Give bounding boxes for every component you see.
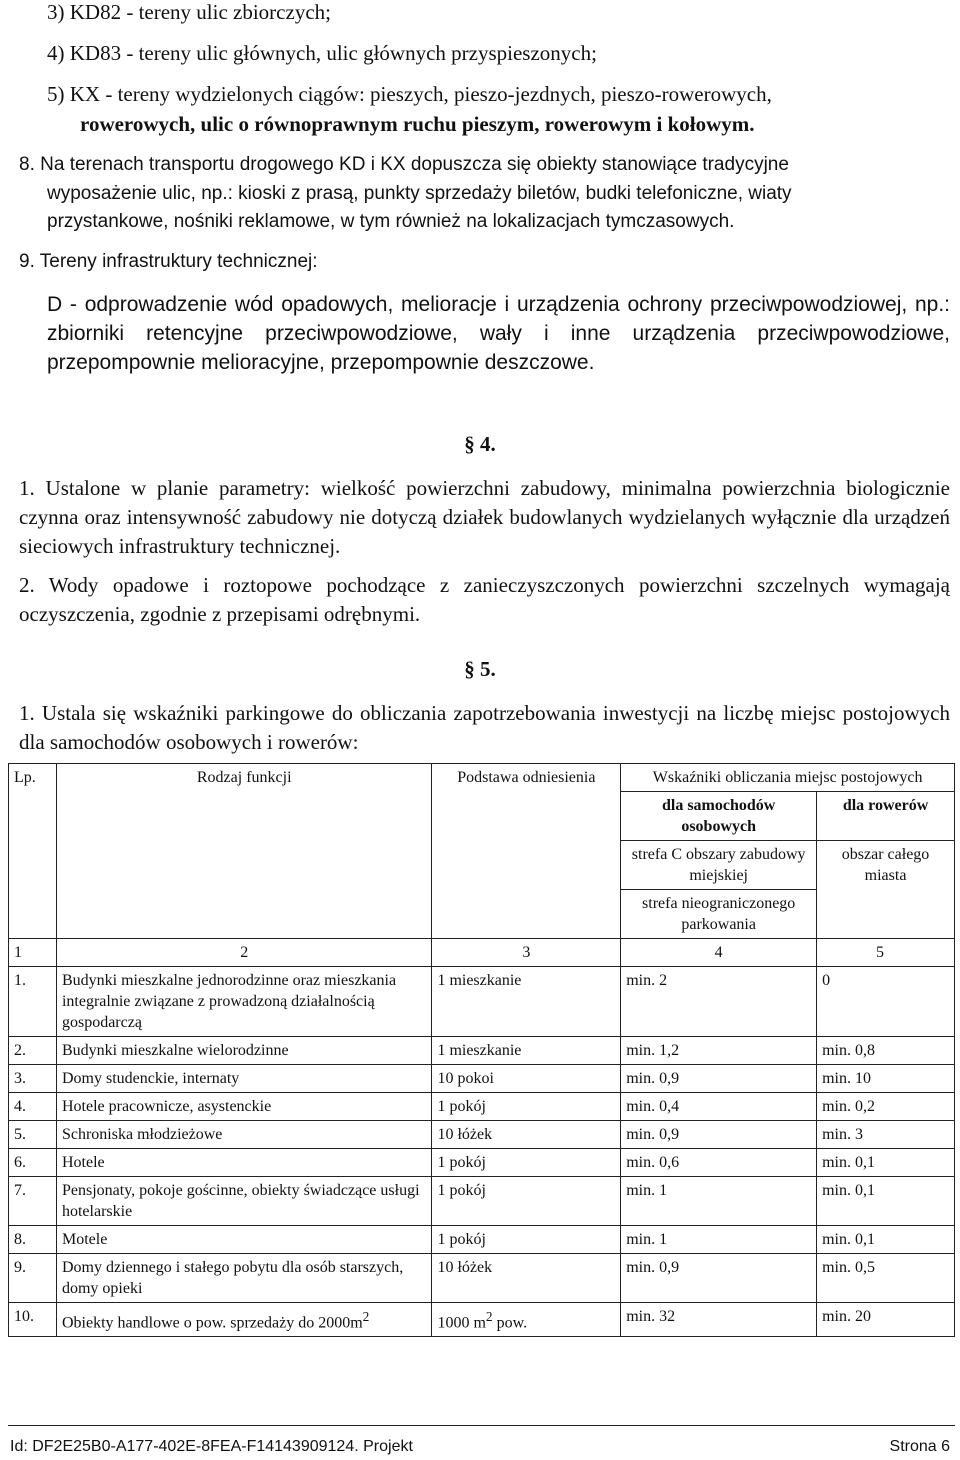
colnum-5: 5 bbox=[817, 939, 955, 967]
row-rodzaj: Schroniska młodzieżowe bbox=[56, 1121, 431, 1149]
row-podstawa: 10 łóżek bbox=[432, 1121, 621, 1149]
table-row bbox=[9, 1037, 955, 1065]
row-podstawa: 1 pokój bbox=[432, 1149, 621, 1177]
header-samochody: dla samochodów osobowych bbox=[621, 792, 817, 841]
row-samochody: min. 1,2 bbox=[621, 1037, 817, 1065]
par5-point1: 1. Ustala się wskaźniki parkingowe do obliczania zapotrzebowania inwestycji na liczbę miejsc postojowych dla samochodów osobowych i rowerów: bbox=[19, 701, 950, 754]
table-row bbox=[9, 1065, 955, 1093]
row-rodzaj: Domy studenckie, internaty bbox=[56, 1065, 431, 1093]
colnum-2: 2 bbox=[56, 939, 431, 967]
section9-text: D - odprowadzenie wód opadowych, melioracje i urządzenia ochrony przeciwpowodziowej, np.: zbiorniki retencyjne przeciwpowodziowe, wały i inne urządzenia przeciwpowodziowe, przepompownie melioracyjne, przepompownie deszczowe. bbox=[47, 293, 950, 374]
row-samochody: min. 0,4 bbox=[621, 1093, 817, 1121]
row-podstawa bbox=[432, 1303, 621, 1337]
row-rowery: min. 20 bbox=[817, 1303, 955, 1337]
row-rowery: min. 3 bbox=[817, 1121, 955, 1149]
row-podstawa: 10 pokoi bbox=[432, 1065, 621, 1093]
row-rowery: min. 0,5 bbox=[817, 1254, 955, 1303]
row-podstawa: 1 pokój bbox=[432, 1093, 621, 1121]
row-podstawa: 1 mieszkanie bbox=[432, 967, 621, 1037]
colnum-1: 1 bbox=[9, 939, 57, 967]
row-podstawa: 1 pokój bbox=[432, 1226, 621, 1254]
par5-heading: § 5. bbox=[464, 657, 496, 681]
footer-document-id: Id: DF2E25B0-A177-402E-8FEA-F14143909124. Projekt bbox=[10, 1438, 413, 1455]
row-rodzaj-sup: 2 bbox=[362, 1309, 370, 1324]
table-header-row bbox=[9, 764, 955, 792]
row-rowery: min. 0,1 bbox=[817, 1226, 955, 1254]
item-kx-line1: 5) KX - tereny wydzielonych ciągów: pieszych, pieszo-jezdnych, pieszo-rowerowych, bbox=[47, 82, 772, 106]
row-samochody: min. 1 bbox=[621, 1177, 817, 1226]
footer-divider bbox=[8, 1425, 955, 1426]
row-rowery: min. 10 bbox=[817, 1065, 955, 1093]
row-podstawa: 10 łóżek bbox=[432, 1254, 621, 1303]
table-row bbox=[9, 1254, 955, 1303]
row-lp: 6. bbox=[9, 1149, 57, 1177]
item-kx-line2: rowerowych, ulic o równoprawnym ruchu pieszym, rowerowym i kołowym. bbox=[80, 112, 755, 136]
header-wskazniki: Wskaźniki obliczania miejsc postojowych bbox=[621, 764, 955, 792]
row-samochody: min. 0,6 bbox=[621, 1149, 817, 1177]
row-samochody: min. 32 bbox=[621, 1303, 817, 1337]
row-rodzaj bbox=[56, 1303, 431, 1337]
header-strefa-c: strefa C obszary zabudowy miejskiej bbox=[621, 841, 817, 890]
row-podstawa-pre: 1000 m bbox=[437, 1314, 486, 1332]
row-lp: 2. bbox=[9, 1037, 57, 1065]
header-podstawa: Podstawa odniesienia bbox=[432, 764, 621, 939]
row-rowery: min. 0,1 bbox=[817, 1149, 955, 1177]
row-samochody: min. 2 bbox=[621, 967, 817, 1037]
row-rowery: 0 bbox=[817, 967, 955, 1037]
row-rowery: min. 0,1 bbox=[817, 1177, 955, 1226]
row-lp: 5. bbox=[9, 1121, 57, 1149]
par4-point1: 1. Ustalone w planie parametry: wielkość powierzchni zabudowy, minimalna powierzchnia biologicznie czynna oraz intensywność zabudowy nie dotyczą działek budowlanych wydzielanych wyłącznie dla urządzeń sieciowych infrastruktury technicznej. bbox=[19, 476, 950, 558]
row-rodzaj: Motele bbox=[56, 1226, 431, 1254]
row-lp: 10. bbox=[9, 1303, 57, 1337]
table-row bbox=[9, 1121, 955, 1149]
parking-indicators-table bbox=[8, 763, 955, 1337]
table-row bbox=[9, 1093, 955, 1121]
row-rodzaj: Hotele pracownicze, asystenckie bbox=[56, 1093, 431, 1121]
row-rowery: min. 0,2 bbox=[817, 1093, 955, 1121]
header-lp: Lp. bbox=[9, 764, 57, 939]
row-rodzaj: Budynki mieszkalne jednorodzinne oraz mieszkania integralnie związane z prowadzoną działalnością gospodarczą bbox=[56, 967, 431, 1037]
row-rowery: min. 0,8 bbox=[817, 1037, 955, 1065]
colnum-4: 4 bbox=[621, 939, 817, 967]
table-row bbox=[9, 1177, 955, 1226]
section8-line3: przystankowe, nośniki reklamowe, w tym również na lokalizacjach tymczasowych. bbox=[47, 211, 735, 232]
header-strefa-nieograniczona: strefa nieograniczonego parkowania bbox=[621, 890, 817, 939]
section9-heading: 9. Tereny infrastruktury technicznej: bbox=[19, 251, 318, 272]
table-colnum-row bbox=[9, 939, 955, 967]
header-rowery: dla rowerów bbox=[817, 792, 955, 841]
footer-page-number: Strona 6 bbox=[889, 1438, 950, 1455]
table-row bbox=[9, 1303, 955, 1337]
section8-line2: wyposażenie ulic, np.: kioski z prasą, punkty sprzedaży biletów, budki telefoniczne, wiaty bbox=[47, 183, 792, 204]
row-lp: 1. bbox=[9, 967, 57, 1037]
item-kd83: 4) KD83 - tereny ulic głównych, ulic głównych przyspieszonych; bbox=[47, 41, 597, 65]
row-lp: 3. bbox=[9, 1065, 57, 1093]
header-obszar-miasta: obszar całego miasta bbox=[817, 841, 955, 939]
row-rodzaj: Domy dziennego i stałego pobytu dla osób starszych, domy opieki bbox=[56, 1254, 431, 1303]
row-samochody: min. 0,9 bbox=[621, 1254, 817, 1303]
section8-line1: 8. Na terenach transportu drogowego KD i KX dopuszcza się obiekty stanowiące tradycyjne bbox=[19, 154, 789, 175]
row-lp: 8. bbox=[9, 1226, 57, 1254]
row-podstawa-sup: 2 bbox=[485, 1309, 493, 1324]
row-rodzaj: Pensjonaty, pokoje gościnne, obiekty świadczące usługi hotelarskie bbox=[56, 1177, 431, 1226]
par4-heading: § 4. bbox=[464, 432, 496, 456]
row-lp: 7. bbox=[9, 1177, 57, 1226]
row-lp: 9. bbox=[9, 1254, 57, 1303]
item-kd82: 3) KD82 - tereny ulic zbiorczych; bbox=[47, 0, 331, 24]
row-lp: 4. bbox=[9, 1093, 57, 1121]
table-row bbox=[9, 1149, 955, 1177]
table-row bbox=[9, 1226, 955, 1254]
par4-point2: 2. Wody opadowe i roztopowe pochodzące z zanieczyszczonych powierzchni szczelnych wymagają oczyszczenia, zgodnie z przepisami odrębnymi. bbox=[19, 573, 950, 626]
row-samochody: min. 0,9 bbox=[621, 1121, 817, 1149]
row-rodzaj: Budynki mieszkalne wielorodzinne bbox=[56, 1037, 431, 1065]
row-samochody: min. 0,9 bbox=[621, 1065, 817, 1093]
table-row bbox=[9, 967, 955, 1037]
row-rodzaj-text: Obiekty handlowe o pow. sprzedaży do 2000m bbox=[61, 1314, 363, 1332]
row-podstawa-post: pow. bbox=[492, 1314, 528, 1332]
row-samochody: min. 1 bbox=[621, 1226, 817, 1254]
row-podstawa: 1 mieszkanie bbox=[432, 1037, 621, 1065]
row-podstawa: 1 pokój bbox=[432, 1177, 621, 1226]
header-rodzaj-funkcji: Rodzaj funkcji bbox=[56, 764, 431, 939]
colnum-3: 3 bbox=[432, 939, 621, 967]
row-rodzaj: Hotele bbox=[56, 1149, 431, 1177]
